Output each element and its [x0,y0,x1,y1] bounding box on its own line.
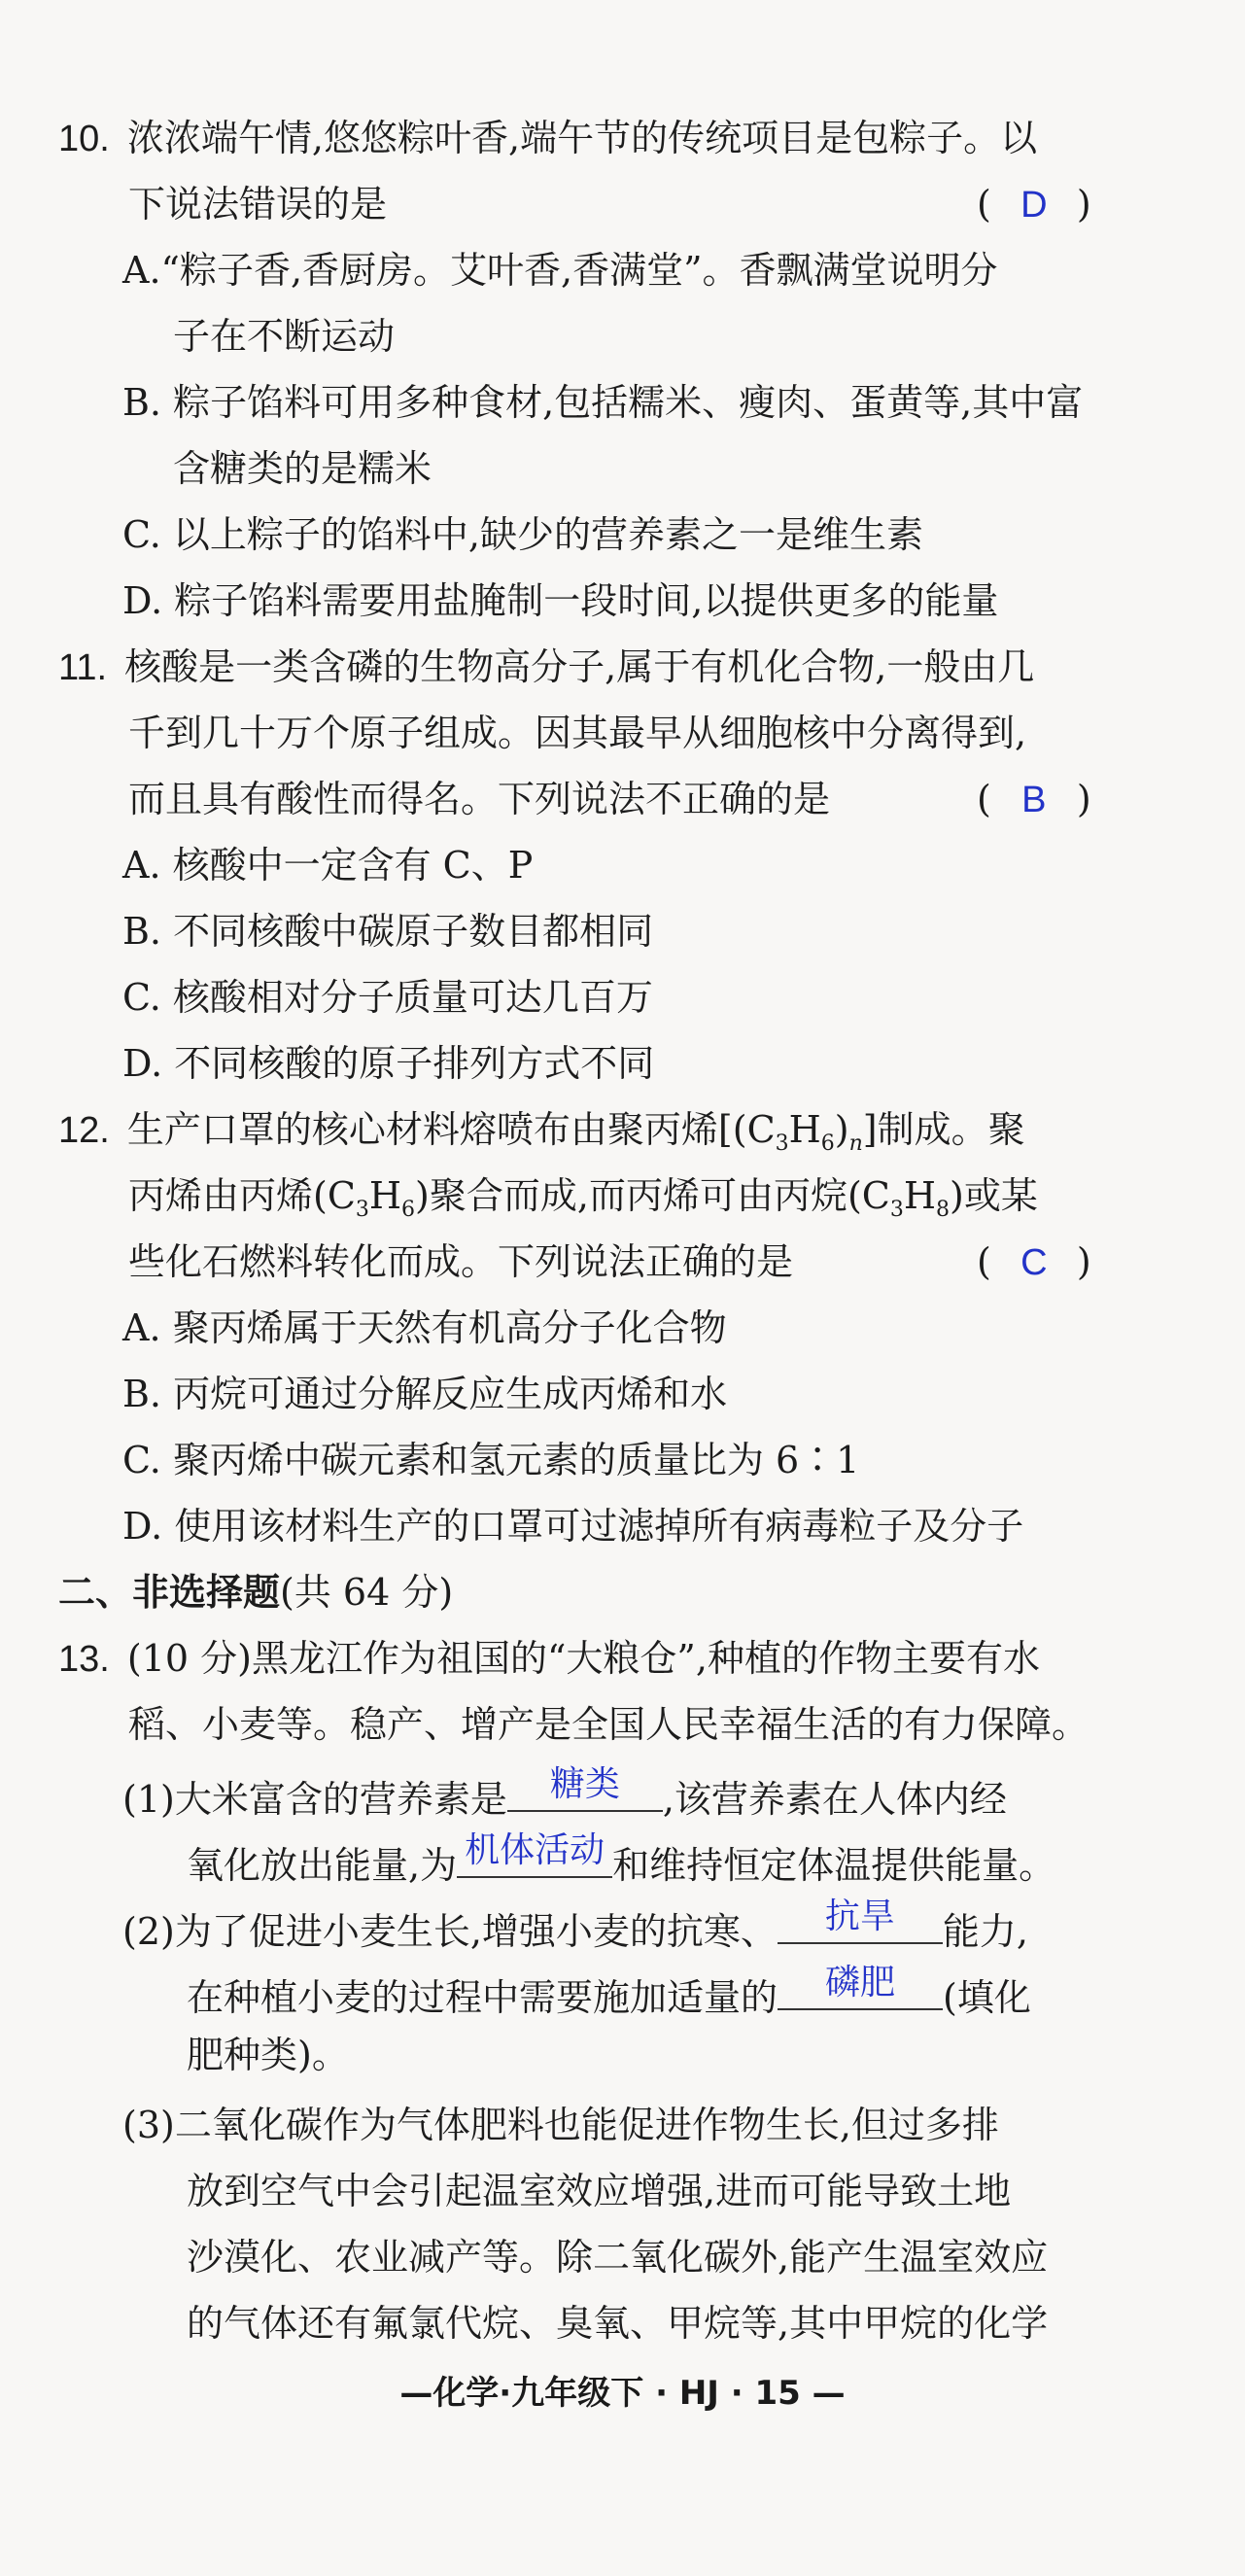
question-13-part-1-line-2 [187,1830,1056,1889]
question-11-option-b: B. 不同核酸中碳原子数目都相同 [122,910,654,953]
question-13-stem-1: (10 分)黑龙江作为祖国的“大粮仓”,种植的作物主要有水 [126,1637,1040,1680]
subscript: n [848,1131,863,1156]
question-11-option-d: D. 不同核酸的原子排列方式不同 [122,1042,655,1085]
text-run: )或某 [950,1174,1038,1217]
text-run: 在种植小麦的过程中需要施加适量的 [187,1976,778,2019]
question-12-stem-1 [126,1108,1025,1156]
answer-fill: 糖类 [549,1764,620,1804]
question-10-option-d: D. 粽子馅料需要用盐腌制一段时间,以提供更多的能量 [122,579,999,622]
question-10-option-c: C. 以上粽子的馅料中,缺少的营养素之一是维生素 [122,513,923,556]
question-11-line-1 [58,644,1034,691]
answer-fill: 机体活动 [465,1830,605,1870]
text-run: ,该营养素在人体内经 [662,1778,1007,1821]
answer-blank [778,1899,943,1944]
text-run: 氧化放出能量,为 [187,1844,458,1887]
question-11-answer: B [1021,780,1047,820]
subscript: 6 [820,1131,835,1156]
question-11-stem-2: 千到几十万个原子组成。因其最早从细胞核中分离得到, [128,712,1027,754]
section-title: 二、非选择题 [58,1571,281,1614]
question-10-number: 10. [58,119,110,159]
question-10-stem-2: 下说法错误的是 [128,183,388,226]
question-12-answer: C [1020,1242,1048,1283]
subscript: 8 [936,1198,950,1222]
question-11-stem-3: 而且具有酸性而得名。下列说法不正确的是 [128,778,831,820]
text-run: (填化 [943,1976,1031,2019]
section-note: (共 64 分) [280,1571,454,1614]
question-10-stem-1: 浓浓端午情,悠悠粽叶香,端午节的传统项目是包粽子。以 [126,117,1038,159]
question-13-line-1 [58,1635,1040,1683]
question-11-option-c: C. 核酸相对分子质量可达几百万 [122,976,653,1019]
text-run: 丙烯由丙烯(C [128,1174,356,1217]
text-run: H [788,1108,821,1151]
question-11-stem-1: 核酸是一类含磷的生物高分子,属于有机化合物,一般由几 [124,645,1035,688]
question-10-line-1 [58,115,1037,162]
question-12-answer-paren: ( C ) [977,1238,1091,1286]
question-12-option-c: C. 聚丙烯中碳元素和氢元素的质量比为 6∶1 [122,1439,860,1481]
question-12-option-b: B. 丙烷可通过分解反应生成丙烯和水 [122,1373,728,1415]
question-13-part-3-line-2: 放到空气中会引起温室效应增强,进而可能导致土地 [187,2170,1012,2212]
question-11-answer-paren: ( B ) [977,776,1091,823]
answer-fill: 抗旱 [824,1897,895,1936]
answer-fill: 磷肥 [825,1963,896,2002]
question-10-option-b: B. 粽子馅料可用多种食材,包括糯米、瘦肉、蛋黄等,其中富 [122,381,1084,424]
subscript: 3 [775,1131,789,1156]
question-12-stem-3: 些化石燃料转化而成。下列说法正确的是 [128,1240,794,1283]
question-13-part-2-line-3: 肥种类)。 [187,2034,349,2076]
question-13-number: 13. [58,1639,110,1680]
question-12-number: 12. [58,1110,110,1151]
question-13-part-3-line-1: (3)二氧化碳作为气体肥料也能促进作物生长,但过多排 [122,2104,999,2146]
question-13-part-3-line-4: 的气体还有氟氯代烷、臭氧、甲烷等,其中甲烷的化学 [187,2302,1049,2345]
answer-blank [457,1830,612,1878]
text-run: ]制成。聚 [862,1108,1025,1151]
text-run: 生产口罩的核心材料熔喷布由聚丙烯[(C [126,1108,776,1151]
question-13-stem-2: 稻、小麦等。稳产、增产是全国人民幸福生活的有力保障。 [128,1703,1089,1746]
question-10-option-b-cont: 含糖类的是糯米 [173,447,432,490]
answer-blank [507,1764,663,1812]
question-12-line-1 [58,1106,1025,1167]
question-13-part-2-line-2 [187,1963,1031,2021]
text-run: (2)为了促进小麦生长,增强小麦的抗寒、 [122,1910,778,1953]
question-12-option-d: D. 使用该材料生产的口罩可过滤掉所有病毒粒子及分子 [122,1505,1024,1548]
question-12-option-a: A. 聚丙烯属于天然有机高分子化合物 [122,1306,727,1349]
text-run: (1)大米富含的营养素是 [122,1778,507,1821]
question-10-option-a-cont: 子在不断运动 [173,315,396,358]
answer-blank [778,1963,943,2010]
page-footer: —化学·九年级下 · HJ · 15 — [399,2374,846,2413]
text-run: 和维持恒定体温提供能量。 [612,1844,1056,1887]
text-run: H [903,1174,936,1217]
text-run: )聚合而成,而丙烯可由丙烷(C [415,1174,890,1217]
subscript: 6 [401,1198,416,1222]
text-run: 能力, [942,1910,1029,1953]
question-13-part-3-line-3: 沙漠化、农业减产等。除二氧化碳外,能产生温室效应 [187,2236,1049,2279]
subscript: 3 [889,1198,904,1222]
question-10-answer: D [1020,185,1048,226]
question-12-stem-2 [128,1172,1038,1234]
section-heading [58,1569,453,1616]
question-13-part-2-line-1 [122,1899,1028,1955]
text-run: H [368,1174,402,1217]
question-11-option-a: A. 核酸中一定含有 C、P [122,844,534,887]
question-10-answer-paren: ( D ) [977,181,1091,228]
question-10-option-a: A.“粽子香,香厨房。艾叶香,香满堂”。香飘满堂说明分 [122,249,998,292]
question-13-part-1-line-1 [122,1764,1007,1823]
question-11-number: 11. [58,647,108,688]
text-run: ) [834,1108,849,1151]
subscript: 3 [355,1198,369,1222]
